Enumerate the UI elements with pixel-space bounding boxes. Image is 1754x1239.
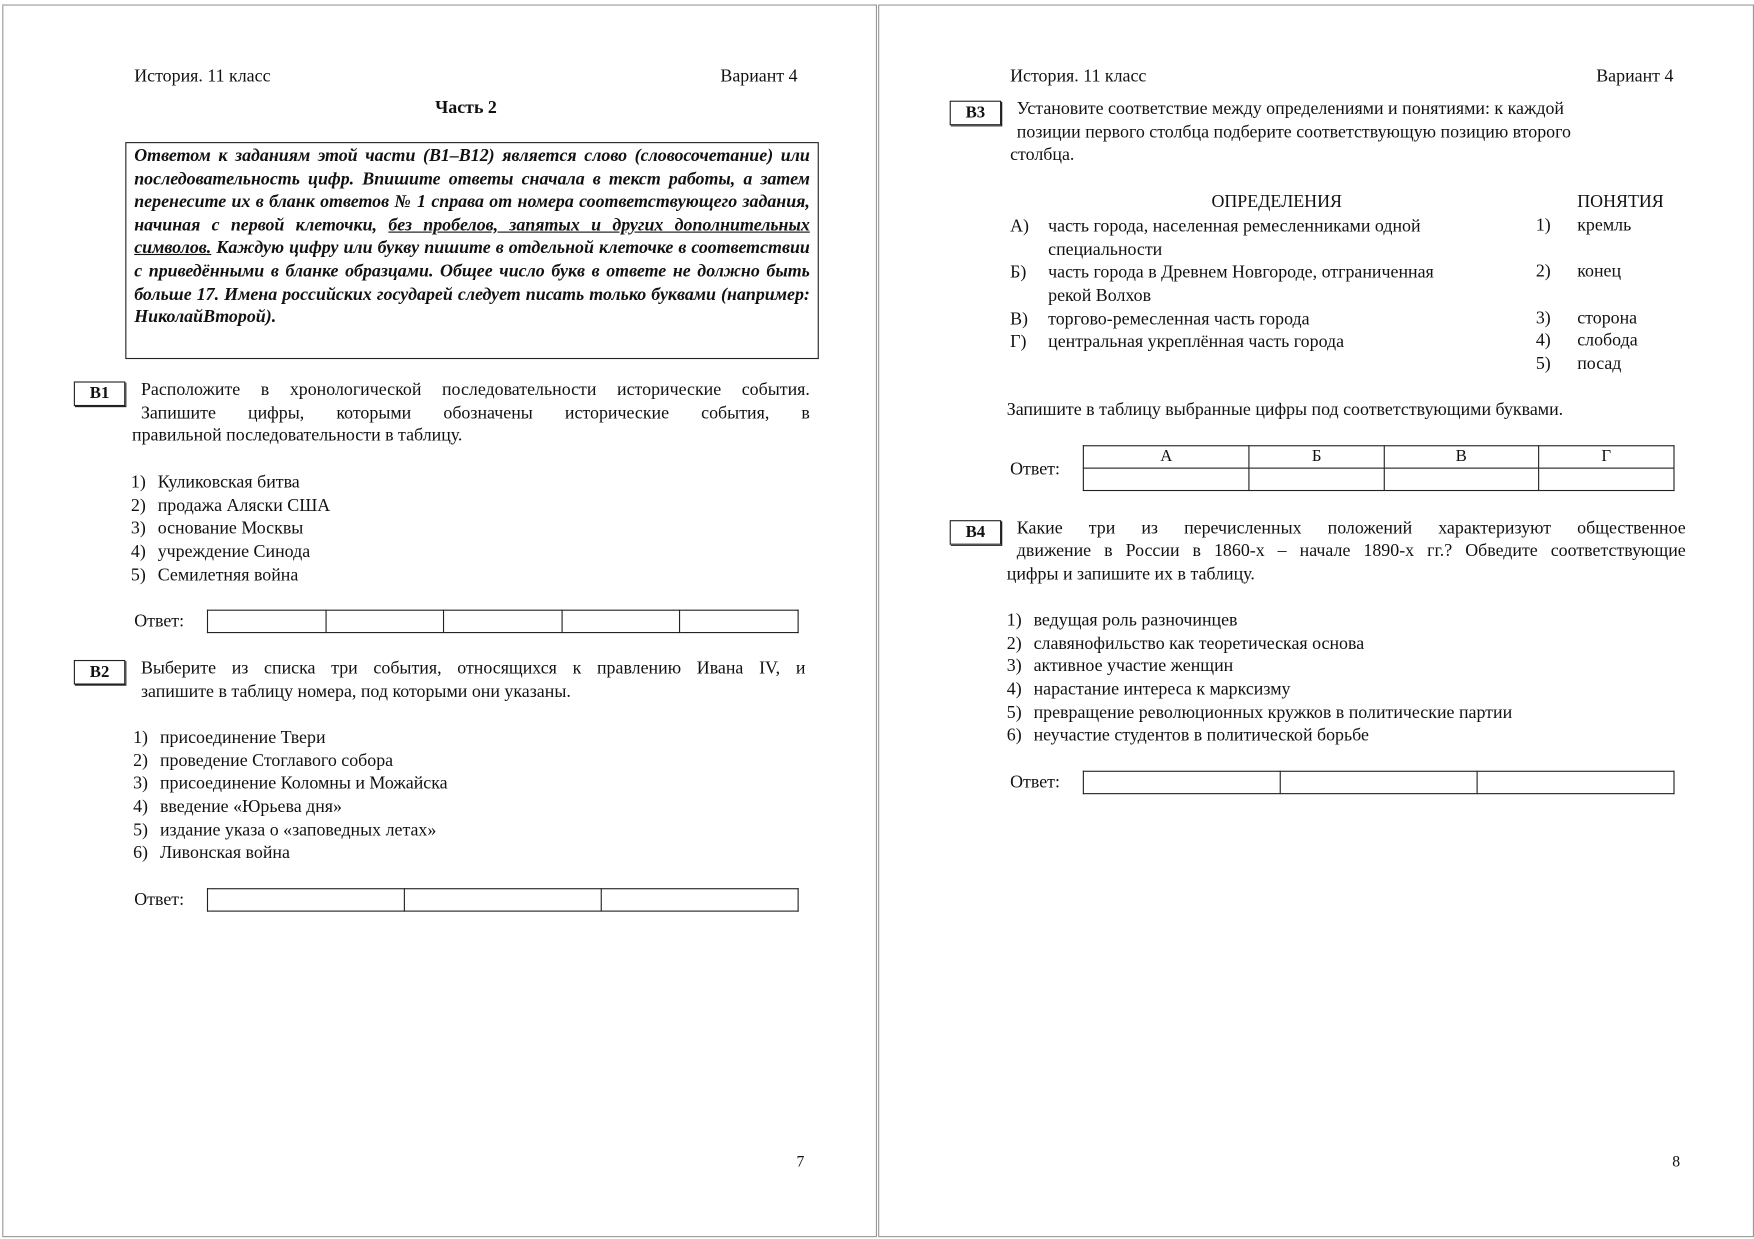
answer-cell[interactable] (680, 610, 798, 632)
header-subject: История. 11 класс (1010, 67, 1147, 87)
header-variant: Вариант 4 (720, 67, 798, 87)
col2-title: ПОНЯТИЯ (1577, 192, 1664, 212)
b2-answer-table (207, 888, 799, 911)
list-item: 4) учреждение Синода (130, 542, 311, 562)
task-label-b4: В4 (950, 520, 1001, 545)
list-item: 2) проведение Стоглавого собора (133, 751, 394, 771)
list-item: 3) присоединение Коломны и Можайска (133, 774, 448, 794)
b1-answer-label: Ответ: (134, 611, 185, 631)
b1-line: Расположите в хронологической последовательности исторические события. (140, 380, 810, 400)
answer-cell[interactable] (601, 889, 798, 911)
list-item: 5) издание указа о «заповедных летах» (133, 820, 437, 840)
b3-line: Установите соответствие между определениями и понятиями: к каждой (1016, 99, 1564, 119)
b1-answer-table (207, 610, 799, 633)
answer-cell[interactable] (1249, 468, 1384, 490)
b4-answer-label: Ответ: (1010, 772, 1060, 792)
b1-line: правильной последовательности в таблицу. (131, 426, 463, 446)
list-item: 4) нарастание интереса к марксизму (1006, 680, 1291, 700)
list-item: 5) Семилетняя война (130, 565, 299, 585)
answer-cell[interactable] (1477, 771, 1674, 793)
notice-text-1: Ответом к заданиям этой части (В1–В12) является слово (словосочетание) или последовательность цифр. Впишите ответы сначала в текст работы, а затем перенесите их в бланк ответов № 1 справа от номера соответствующего задания, начиная с первой клеточки, (134, 146, 810, 235)
answer-cell[interactable] (326, 610, 444, 632)
b4-line: Какие три из перечисленных положений характеризуют общественное (1016, 519, 1686, 539)
b3-instruction: Запишите в таблицу выбранные цифры под соответствующими буквами. (1006, 400, 1564, 420)
list-item: 6) Ливонская война (133, 843, 290, 863)
answer-cell[interactable] (1083, 468, 1249, 490)
b2-list (133, 727, 447, 866)
b4-line: движение в России в 1860-х – начале 1890-х гг.? Обведите соответствующие (1016, 541, 1686, 561)
column-header: А (1083, 446, 1249, 468)
column-header: Б (1249, 446, 1384, 468)
list-item: 5) превращение революционных кружков в политические партии (1006, 703, 1513, 723)
b4-line: цифры и запишите их в таблицу. (1006, 564, 1255, 584)
b2-answer-label: Ответ: (134, 890, 185, 910)
task-label-b1: В1 (74, 381, 125, 406)
b3-line: позиции первого столбца подберите соответствующую позицию второго (1016, 123, 1571, 143)
b4-list (1007, 610, 1512, 749)
b3-answer-label: Ответ: (1010, 459, 1060, 479)
notice-underlined: без пробелов, запятых и других дополнительных символов. (134, 215, 810, 258)
list-item: 3) активное участие женщин (1006, 657, 1234, 677)
answer-cell[interactable] (1384, 468, 1538, 490)
b4-answer-table (1083, 771, 1675, 794)
column-header: В (1384, 446, 1538, 468)
list-item: 1) присоединение Твери (133, 728, 326, 748)
list-item: 1) Куликовская битва (130, 473, 300, 493)
answer-cell[interactable] (1083, 771, 1280, 793)
column-header: Г (1538, 446, 1674, 468)
b1-line: Запишите цифры, которыми обозначены исторические события, в (140, 403, 810, 423)
list-item: 4) введение «Юрьева дня» (133, 797, 342, 817)
answer-cell[interactable] (208, 889, 405, 911)
b3-line: столбца. (1010, 145, 1075, 165)
page-number: 8 (1672, 1154, 1681, 1172)
b3-answer-table (1083, 445, 1675, 491)
list-item: 3) основание Москвы (130, 519, 304, 539)
instructions-box (125, 142, 819, 359)
answer-cell[interactable] (444, 610, 562, 632)
answer-cell[interactable] (208, 610, 326, 632)
header-subject: История. 11 класс (134, 67, 271, 87)
list-item: 1) ведущая роль разночинцев (1006, 610, 1238, 630)
b2-line: запишите в таблицу номера, под которыми они указаны. (140, 682, 571, 702)
answer-cell[interactable] (404, 889, 601, 911)
b2-line: Выберите из списка три события, относящихся к правлению Ивана IV, и (140, 658, 806, 678)
col1-title: ОПРЕДЕЛЕНИЯ (1211, 192, 1342, 212)
answer-cell[interactable] (562, 610, 680, 632)
notice-text-2: Каждую цифру или букву пишите в отдельной клеточке в соответствии с приведёнными в бланке образцами. Общее число букв в ответе не должно быть больше 17. Имена российских государей следует писать только буквами (например: НиколайВторой). (134, 238, 810, 327)
task-label-b2: В2 (74, 660, 125, 685)
header-variant: Вариант 4 (1596, 67, 1674, 87)
page-number: 7 (796, 1154, 805, 1172)
b1-list (131, 472, 330, 588)
list-item: 6) неучастие студентов в политической борьбе (1006, 726, 1369, 746)
list-item: 2) продажа Аляски США (130, 496, 331, 516)
list-item: 2) славянофильство как теоретическая основа (1006, 633, 1365, 653)
answer-cell[interactable] (1280, 771, 1477, 793)
task-label-b3: В3 (950, 101, 1001, 126)
part-title: Часть 2 (435, 98, 497, 118)
answer-cell[interactable] (1538, 468, 1674, 490)
